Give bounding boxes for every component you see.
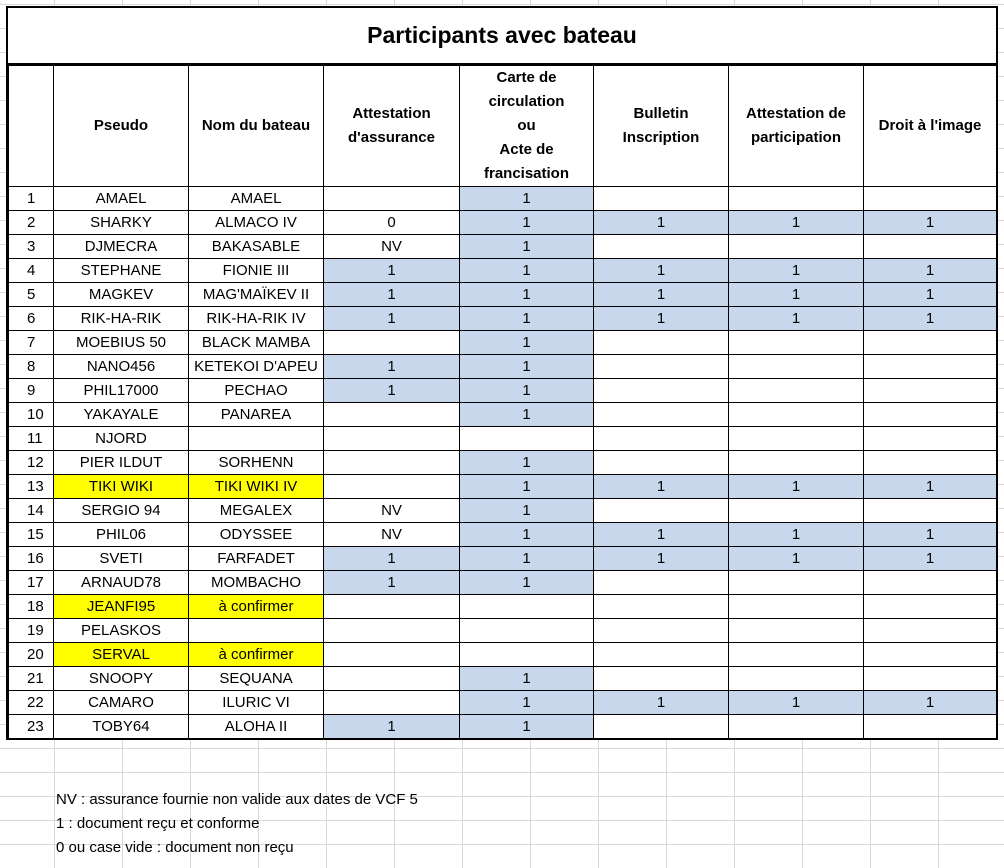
image-rights-cell[interactable]: 1 <box>864 523 997 547</box>
circulation-card-cell[interactable]: 1 <box>460 187 594 211</box>
boat-name-cell[interactable]: PANAREA <box>189 403 324 427</box>
participation-cell[interactable]: 1 <box>729 523 864 547</box>
row-number-cell[interactable]: 17 <box>9 571 54 595</box>
table-row <box>9 211 997 235</box>
boat-name-cell[interactable]: ILURIC VI <box>189 691 324 715</box>
row-number-cell[interactable]: 18 <box>9 595 54 619</box>
image-rights-cell[interactable]: 1 <box>864 547 997 571</box>
image-rights-cell[interactable] <box>864 571 997 595</box>
pseudo-cell[interactable]: TOBY64 <box>54 715 189 739</box>
table-row <box>9 427 997 451</box>
registration-cell[interactable] <box>594 499 729 523</box>
boat-name-cell[interactable]: MAG'MAÏKEV II <box>189 283 324 307</box>
circulation-card-cell[interactable]: 1 <box>460 379 594 403</box>
circulation-card-cell[interactable]: 1 <box>460 547 594 571</box>
table-row <box>9 355 997 379</box>
insurance-cell[interactable]: 0 <box>324 211 460 235</box>
participation-cell[interactable] <box>729 403 864 427</box>
table-row <box>9 187 997 211</box>
pseudo-cell[interactable]: SNOOPY <box>54 667 189 691</box>
registration-cell[interactable]: 1 <box>594 307 729 331</box>
table-row <box>9 715 997 739</box>
participation-cell[interactable] <box>729 331 864 355</box>
pseudo-cell[interactable]: MAGKEV <box>54 283 189 307</box>
image-rights-cell[interactable] <box>864 355 997 379</box>
participation-cell[interactable] <box>729 379 864 403</box>
circulation-card-cell[interactable]: 1 <box>460 475 594 499</box>
circulation-card-cell[interactable]: 1 <box>460 403 594 427</box>
header-line: Carte de <box>496 69 557 86</box>
circulation-card-cell[interactable]: 1 <box>460 211 594 235</box>
header-line: Bulletin <box>633 105 689 122</box>
insurance-cell[interactable] <box>324 451 460 475</box>
header-row <box>9 66 997 187</box>
table-row <box>9 667 997 691</box>
boat-name-cell[interactable] <box>189 427 324 451</box>
row-number-cell[interactable]: 13 <box>9 475 54 499</box>
row-number-cell[interactable]: 8 <box>9 355 54 379</box>
boat-name-cell[interactable]: RIK-HA-RIK IV <box>189 307 324 331</box>
registration-cell[interactable] <box>594 619 729 643</box>
circulation-card-cell[interactable]: 1 <box>460 691 594 715</box>
table-body <box>9 187 997 739</box>
pseudo-cell[interactable]: PIER ILDUT <box>54 451 189 475</box>
pseudo-cell[interactable]: SVETI <box>54 547 189 571</box>
registration-cell[interactable]: 1 <box>594 547 729 571</box>
row-number-cell[interactable]: 5 <box>9 283 54 307</box>
row-number-cell[interactable]: 14 <box>9 499 54 523</box>
insurance-cell[interactable]: NV <box>324 523 460 547</box>
table-row <box>9 283 997 307</box>
circulation-card-cell[interactable]: 1 <box>460 235 594 259</box>
image-rights-cell[interactable] <box>864 427 997 451</box>
row-number-cell[interactable]: 2 <box>9 211 54 235</box>
pseudo-cell[interactable]: SERGIO 94 <box>54 499 189 523</box>
insurance-cell[interactable]: 1 <box>324 379 460 403</box>
participation-cell[interactable] <box>729 595 864 619</box>
registration-cell[interactable] <box>594 235 729 259</box>
registration-cell[interactable] <box>594 451 729 475</box>
table-row <box>9 523 997 547</box>
header-line: participation <box>750 129 841 146</box>
table-row <box>9 331 997 355</box>
image-rights-header <box>864 66 997 187</box>
boat-name-cell[interactable]: à confirmer <box>189 643 324 667</box>
registration-cell[interactable] <box>594 643 729 667</box>
registration-cell[interactable] <box>594 715 729 739</box>
boat-name-cell[interactable]: BLACK MAMBA <box>189 331 324 355</box>
table-row <box>9 547 997 571</box>
image-rights-cell[interactable] <box>864 451 997 475</box>
boat-name-cell[interactable] <box>189 619 324 643</box>
header-line: Attestation de <box>745 105 846 122</box>
pseudo-cell[interactable]: YAKAYALE <box>54 403 189 427</box>
registration-cell[interactable] <box>594 355 729 379</box>
participation-cell[interactable] <box>729 451 864 475</box>
circulation-card-cell[interactable] <box>460 595 594 619</box>
circulation-card-cell[interactable]: 1 <box>460 259 594 283</box>
insurance-cell[interactable]: 1 <box>324 547 460 571</box>
pseudo-cell[interactable]: MOEBIUS 50 <box>54 331 189 355</box>
legend-line: 0 ou case vide : document non reçu <box>56 839 294 856</box>
pseudo-cell[interactable]: TIKI WIKI <box>54 475 189 499</box>
pseudo-cell[interactable]: SHARKY <box>54 211 189 235</box>
header-line: Droit à l'image <box>878 117 982 134</box>
insurance-cell[interactable]: 1 <box>324 307 460 331</box>
row-number-cell[interactable]: 23 <box>9 715 54 739</box>
image-rights-cell[interactable] <box>864 403 997 427</box>
participation-cell[interactable]: 1 <box>729 283 864 307</box>
table-row <box>9 619 997 643</box>
participation-cell[interactable]: 1 <box>729 307 864 331</box>
header-line: francisation <box>483 165 570 182</box>
insurance-cell[interactable]: 1 <box>324 259 460 283</box>
insurance-cell[interactable] <box>324 619 460 643</box>
registration-cell[interactable]: 1 <box>594 691 729 715</box>
image-rights-cell[interactable]: 1 <box>864 259 997 283</box>
row-number-cell[interactable]: 7 <box>9 331 54 355</box>
table-row <box>9 691 997 715</box>
table-row <box>9 307 997 331</box>
image-rights-cell[interactable] <box>864 499 997 523</box>
participation-cell[interactable] <box>729 667 864 691</box>
image-rights-cell[interactable] <box>864 643 997 667</box>
registration-cell[interactable] <box>594 667 729 691</box>
image-rights-cell[interactable]: 1 <box>864 307 997 331</box>
circulation-card-cell[interactable]: 1 <box>460 667 594 691</box>
row-number-cell[interactable]: 3 <box>9 235 54 259</box>
page-title: Participants avec bateau <box>8 8 996 65</box>
pseudo-cell[interactable]: NJORD <box>54 427 189 451</box>
circulation-card-cell[interactable]: 1 <box>460 571 594 595</box>
boat-name-cell[interactable]: KETEKOI D'APEU <box>189 355 324 379</box>
legend-line: NV : assurance fournie non valide aux dates de VCF 5 <box>56 791 418 808</box>
image-rights-cell[interactable]: 1 <box>864 475 997 499</box>
insurance-cell[interactable] <box>324 667 460 691</box>
image-rights-cell[interactable]: 1 <box>864 211 997 235</box>
pseudo-cell[interactable]: ARNAUD78 <box>54 571 189 595</box>
circulation-card-cell[interactable] <box>460 643 594 667</box>
insurance-cell[interactable]: NV <box>324 499 460 523</box>
participation-cell[interactable]: 1 <box>729 547 864 571</box>
row-number-cell[interactable]: 16 <box>9 547 54 571</box>
circulation-card-cell[interactable]: 1 <box>460 715 594 739</box>
header-line: Acte de <box>499 141 554 158</box>
insurance-cell[interactable] <box>324 403 460 427</box>
participation-header <box>729 66 864 187</box>
participation-cell[interactable] <box>729 499 864 523</box>
header-line: d'assurance <box>348 129 435 146</box>
image-rights-cell[interactable] <box>864 235 997 259</box>
registration-header <box>594 66 729 187</box>
pseudo-header <box>54 66 189 187</box>
registration-cell[interactable] <box>594 331 729 355</box>
registration-cell[interactable] <box>594 427 729 451</box>
image-rights-cell[interactable] <box>864 379 997 403</box>
image-rights-cell[interactable] <box>864 187 997 211</box>
participation-cell[interactable] <box>729 235 864 259</box>
boat-name-cell[interactable]: à confirmer <box>189 595 324 619</box>
circulation-card-cell[interactable]: 1 <box>460 523 594 547</box>
insurance-cell[interactable] <box>324 187 460 211</box>
legend-line: 1 : document reçu et conforme <box>56 815 260 832</box>
circulation-card-cell[interactable]: 1 <box>460 331 594 355</box>
row-number-cell[interactable]: 12 <box>9 451 54 475</box>
circulation-card-cell[interactable]: 1 <box>460 355 594 379</box>
pseudo-cell[interactable]: RIK-HA-RIK <box>54 307 189 331</box>
circulation-card-cell[interactable]: 1 <box>460 283 594 307</box>
image-rights-cell[interactable]: 1 <box>864 691 997 715</box>
insurance-cell[interactable]: 1 <box>324 355 460 379</box>
row-number-cell[interactable]: 19 <box>9 619 54 643</box>
boat-name-cell[interactable]: SORHENN <box>189 451 324 475</box>
insurance-cell[interactable] <box>324 427 460 451</box>
pseudo-cell[interactable]: PELASKOS <box>54 619 189 643</box>
image-rights-cell[interactable]: 1 <box>864 283 997 307</box>
boat-name-cell[interactable]: BAKASABLE <box>189 235 324 259</box>
participation-cell[interactable] <box>729 619 864 643</box>
registration-cell[interactable]: 1 <box>594 523 729 547</box>
participation-cell[interactable]: 1 <box>729 211 864 235</box>
circulation-card-cell[interactable]: 1 <box>460 307 594 331</box>
table-row <box>9 403 997 427</box>
circulation-card-cell[interactable]: 1 <box>460 499 594 523</box>
row-number-cell[interactable]: 22 <box>9 691 54 715</box>
table-row <box>9 643 997 667</box>
registration-cell[interactable]: 1 <box>594 259 729 283</box>
row-number-cell[interactable]: 11 <box>9 427 54 451</box>
table-row <box>9 259 997 283</box>
insurance-cell[interactable]: 1 <box>324 283 460 307</box>
pseudo-cell[interactable]: PHIL17000 <box>54 379 189 403</box>
registration-cell[interactable] <box>594 403 729 427</box>
participants-sheet <box>6 6 998 740</box>
row-number-cell[interactable]: 6 <box>9 307 54 331</box>
image-rights-cell[interactable] <box>864 331 997 355</box>
table-row <box>9 499 997 523</box>
insurance-cell[interactable] <box>324 595 460 619</box>
registration-cell[interactable] <box>594 595 729 619</box>
insurance-cell[interactable]: 1 <box>324 715 460 739</box>
participation-cell[interactable]: 1 <box>729 475 864 499</box>
row-number-cell[interactable]: 20 <box>9 643 54 667</box>
participation-cell[interactable] <box>729 187 864 211</box>
boat-name-cell[interactable]: MOMBACHO <box>189 571 324 595</box>
pseudo-cell[interactable]: DJMECRA <box>54 235 189 259</box>
table-row <box>9 595 997 619</box>
circulation-card-cell[interactable] <box>460 619 594 643</box>
boat-name-header <box>189 66 324 187</box>
pseudo-cell[interactable]: SERVAL <box>54 643 189 667</box>
registration-cell[interactable] <box>594 571 729 595</box>
row-number-cell[interactable]: 1 <box>9 187 54 211</box>
header-line: Attestation <box>352 105 431 122</box>
circulation-card-header <box>460 66 594 187</box>
pseudo-cell[interactable]: PHIL06 <box>54 523 189 547</box>
participation-cell[interactable]: 1 <box>729 691 864 715</box>
row-number-cell[interactable]: 15 <box>9 523 54 547</box>
pseudo-cell[interactable]: STEPHANE <box>54 259 189 283</box>
registration-cell[interactable] <box>594 187 729 211</box>
registration-cell[interactable]: 1 <box>594 211 729 235</box>
header-line: circulation <box>488 93 565 110</box>
pseudo-cell[interactable]: AMAEL <box>54 187 189 211</box>
row-number-cell[interactable]: 10 <box>9 403 54 427</box>
registration-cell[interactable]: 1 <box>594 283 729 307</box>
table-row <box>9 475 997 499</box>
insurance-cell[interactable] <box>324 475 460 499</box>
boat-name-cell[interactable]: ALMACO IV <box>189 211 324 235</box>
participants-table <box>8 65 997 739</box>
boat-name-cell[interactable]: ALOHA II <box>189 715 324 739</box>
col-number-header <box>9 66 54 187</box>
participation-cell[interactable] <box>729 427 864 451</box>
header-line: Pseudo <box>93 117 149 134</box>
header-line: ou <box>517 117 536 134</box>
insurance-cell[interactable] <box>324 331 460 355</box>
insurance-cell[interactable]: NV <box>324 235 460 259</box>
row-number-cell[interactable]: 21 <box>9 667 54 691</box>
participation-cell[interactable]: 1 <box>729 259 864 283</box>
boat-name-cell[interactable]: AMAEL <box>189 187 324 211</box>
boat-name-cell[interactable]: MEGALEX <box>189 499 324 523</box>
boat-name-cell[interactable]: FIONIE III <box>189 259 324 283</box>
participation-cell[interactable] <box>729 355 864 379</box>
boat-name-cell[interactable]: PECHAO <box>189 379 324 403</box>
pseudo-cell[interactable]: JEANFI95 <box>54 595 189 619</box>
image-rights-cell[interactable] <box>864 619 997 643</box>
image-rights-cell[interactable] <box>864 595 997 619</box>
participation-cell[interactable] <box>729 643 864 667</box>
circulation-card-cell[interactable]: 1 <box>460 451 594 475</box>
header-line: Inscription <box>622 129 700 146</box>
image-rights-cell[interactable] <box>864 715 997 739</box>
insurance-cell[interactable]: 1 <box>324 571 460 595</box>
row-number-cell[interactable]: 4 <box>9 259 54 283</box>
image-rights-cell[interactable] <box>864 667 997 691</box>
legend <box>56 788 418 860</box>
header-line: Nom du bateau <box>201 117 311 134</box>
boat-name-cell[interactable]: FARFADET <box>189 547 324 571</box>
row-number-cell[interactable]: 9 <box>9 379 54 403</box>
boat-name-cell[interactable]: SEQUANA <box>189 667 324 691</box>
table-row <box>9 379 997 403</box>
table-row <box>9 235 997 259</box>
table-row <box>9 451 997 475</box>
insurance-header <box>324 66 460 187</box>
insurance-cell[interactable] <box>324 691 460 715</box>
participation-cell[interactable] <box>729 715 864 739</box>
participation-cell[interactable] <box>729 571 864 595</box>
table-row <box>9 571 997 595</box>
pseudo-cell[interactable]: NANO456 <box>54 355 189 379</box>
registration-cell[interactable]: 1 <box>594 475 729 499</box>
boat-name-cell[interactable]: TIKI WIKI IV <box>189 475 324 499</box>
registration-cell[interactable] <box>594 379 729 403</box>
boat-name-cell[interactable]: ODYSSEE <box>189 523 324 547</box>
circulation-card-cell[interactable] <box>460 427 594 451</box>
pseudo-cell[interactable]: CAMARO <box>54 691 189 715</box>
insurance-cell[interactable] <box>324 643 460 667</box>
